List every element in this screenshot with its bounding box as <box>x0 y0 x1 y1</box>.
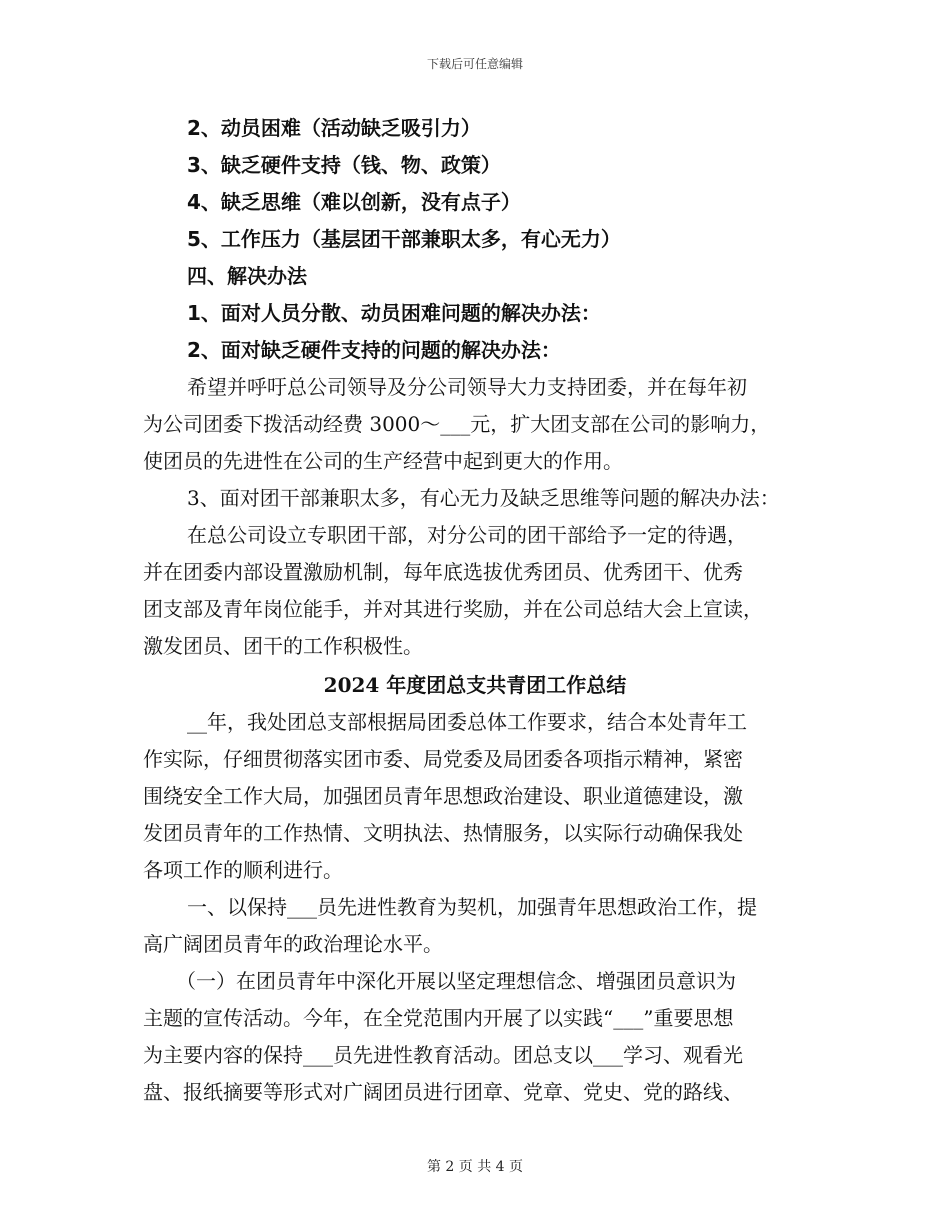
page-footer-pagination: 第 2 页 共 4 页 <box>426 1159 524 1175</box>
paragraph-line: 高广阔团员青年的政治理论水平。 <box>143 932 443 956</box>
page-header-note: 下载后可任意编辑 <box>426 57 523 71</box>
issue-item-4: 4、缺乏思维（难以创新，没有点子） <box>187 190 521 214</box>
paragraph-line: 作实际，仔细贯彻落实团市委、局党委及局团委各项指示精神，紧密 <box>143 747 743 771</box>
solution-item-2: 2、面对缺乏硬件支持的问题的解决办法： <box>187 338 561 362</box>
solution-item-3: 3、面对团干部兼职太多，有心无力及缺乏思维等问题的解决办法： <box>187 486 780 510</box>
paragraph-line: 发团员青年的工作热情、文明执法、热情服务，以实际行动确保我处 <box>143 821 743 845</box>
issue-item-3: 3、缺乏硬件支持（钱、物、政策） <box>187 153 501 177</box>
paragraph-line: 为主要内容的保持___员先进性教育活动。团总支以___学习、观看光 <box>143 1043 743 1067</box>
paragraph-line: 并在团委内部设置激励机制，每年底选拔优秀团员、优秀团干、优秀 <box>143 560 743 584</box>
paragraph-line: 各项工作的顺利进行。 <box>143 858 343 882</box>
section-heading-solutions: 四、解决办法 <box>187 264 307 288</box>
paragraph-line: 希望并呼吁总公司领导及分公司领导大力支持团委，并在每年初 <box>187 375 747 399</box>
paragraph-line: 团支部及青年岗位能手，并对其进行奖励，并在公司总结大会上宣读， <box>143 597 763 621</box>
paragraph-line: 在总公司设立专职团干部，对分公司的团干部给予一定的待遇， <box>187 523 747 547</box>
document-title: 2024 年度团总支共青团工作总结 <box>323 673 627 697</box>
paragraph-line: 为公司团委下拨活动经费 3000～___元，扩大团支部在公司的影响力， <box>143 412 771 436</box>
subsection-1: （一）在团员青年中深化开展以坚定理想信念、增强团员意识为 <box>176 969 736 993</box>
solution-item-1: 1、面对人员分散、动员困难问题的解决办法： <box>187 301 601 325</box>
paragraph-line: 主题的宣传活动。今年，在全党范围内开展了以实践“___”重要思想 <box>143 1006 734 1030</box>
paragraph-line: 激发团员、团干的工作积极性。 <box>143 634 423 658</box>
paragraph-line: 盘、报纸摘要等形式对广阔团员进行团章、党章、党史、党的路线、 <box>143 1080 743 1104</box>
paragraph-line: 使团员的先进性在公司的生产经营中起到更大的作用。 <box>143 449 623 473</box>
issue-item-2: 2、动员困难（活动缺乏吸引力） <box>187 116 481 140</box>
section-heading-1: 一、以保持___员先进性教育为契机，加强青年思想政治工作，提 <box>187 895 757 919</box>
issue-item-5: 5、工作压力（基层团干部兼职太多，有心无力） <box>187 227 621 251</box>
paragraph-line: 围绕安全工作大局，加强团员青年思想政治建设、职业道德建设，激 <box>143 784 743 808</box>
paragraph-line: __年，我处团总支部根据局团委总体工作要求，结合本处青年工 <box>187 710 747 734</box>
